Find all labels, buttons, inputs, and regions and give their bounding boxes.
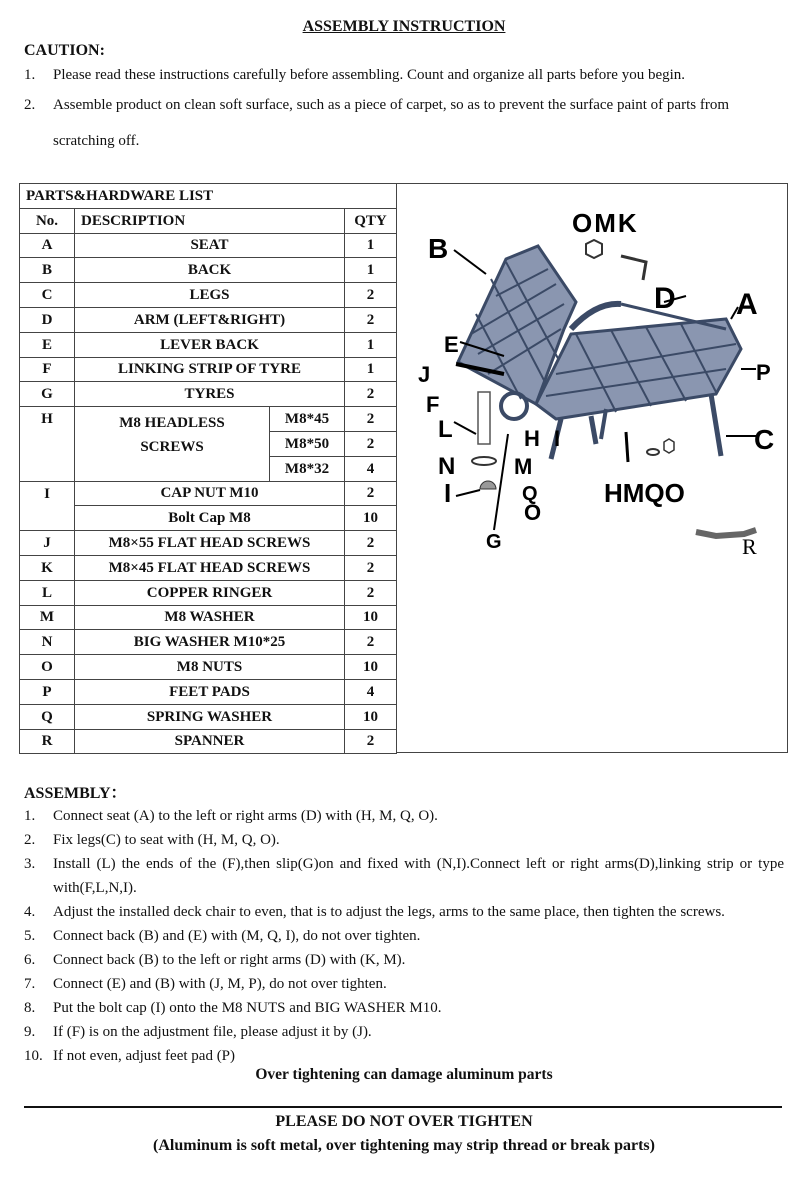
part-no: G [20, 382, 75, 407]
part-qty: 1 [345, 258, 397, 283]
part-qty: 2 [345, 431, 397, 456]
part-description: BACK [75, 258, 345, 283]
label-d: D [654, 282, 676, 315]
part-qty: 2 [345, 729, 397, 754]
part-description: M8×45 FLAT HEAD SCREWS [75, 555, 345, 580]
part-no: C [20, 283, 75, 308]
assembly-steps [24, 804, 784, 1068]
part-o-nut [664, 439, 674, 453]
header-qty: QTY [345, 208, 397, 233]
part-description: LEGS [75, 283, 345, 308]
label-m: M [514, 454, 533, 479]
part-no: R [20, 729, 75, 754]
part-description: LINKING STRIP OF TYRE [75, 357, 345, 382]
step-text: Connect back (B) to the left or right arms (D) with (K, M). [53, 952, 406, 968]
step-text: Put the bolt cap (I) onto the M8 NUTS and BIG WASHER M10. [53, 1000, 442, 1016]
list-item [24, 996, 784, 1020]
part-qty: 10 [345, 506, 397, 531]
step-text: If not even, adjust feet pad (P) [53, 1048, 236, 1064]
table-row [20, 382, 397, 407]
label-h: H [524, 426, 540, 451]
list-item [24, 948, 784, 972]
table-title-row [20, 184, 397, 209]
part-no: D [20, 307, 75, 332]
part-no: N [20, 630, 75, 655]
table-row [20, 258, 397, 283]
label-i-lower: I [444, 478, 452, 508]
footer-warning-title: PLEASE DO NOT OVER TIGHTEN [275, 1113, 533, 1130]
part-no: K [20, 555, 75, 580]
part-o-nut [586, 240, 602, 258]
parts-table [19, 183, 397, 754]
part-description: LEVER BACK [75, 332, 345, 357]
table-row [20, 407, 397, 432]
step-number: 6. [24, 952, 36, 968]
chair-arm [571, 304, 621, 329]
page-title: ASSEMBLY INSTRUCTION [302, 18, 506, 35]
part-qty: 4 [345, 679, 397, 704]
part-no: O [20, 655, 75, 680]
part-qty: 10 [345, 655, 397, 680]
step-text: Connect back (B) and (E) with (M, Q, I), do not over tighten. [53, 928, 421, 944]
part-description: M8 WASHER [75, 605, 345, 630]
part-size: M8*45 [270, 407, 345, 432]
table-row [20, 679, 397, 704]
part-description [75, 407, 270, 481]
caution-item-number: 1. [24, 67, 36, 83]
step-number: 8. [24, 1000, 36, 1016]
label-b: B [428, 233, 449, 264]
label-q: Q [522, 483, 538, 505]
list-item [24, 1020, 784, 1044]
part-description: M8 NUTS [75, 655, 345, 680]
label-a: A [736, 288, 758, 321]
chair-leg [601, 409, 606, 439]
step-text: Connect (E) and (B) with (J, M, P), do not over tighten. [53, 976, 387, 992]
part-qty: 2 [345, 407, 397, 432]
part-no: H [20, 407, 75, 481]
chair-leg [591, 416, 596, 444]
part-no: B [20, 258, 75, 283]
chair-leg [711, 394, 721, 456]
divider [24, 1106, 782, 1108]
step-text: Fix legs(C) to seat with (H, M, Q, O). [53, 832, 280, 848]
table-row [20, 605, 397, 630]
part-no: J [20, 531, 75, 556]
list-item [24, 804, 784, 828]
part-description: CAP NUT M10 [75, 481, 345, 506]
step-text: If (F) is on the adjustment file, please adjust it by (J). [53, 1024, 372, 1040]
part-description: SEAT [75, 233, 345, 258]
list-item [24, 828, 784, 852]
step-number: 10. [24, 1048, 43, 1064]
step-text: Install (L) the ends of the (F),then slip(G)on and fixed with (N,I).Connect left or right arms(D),linking strip or type with(F,L,N,I). [53, 856, 784, 896]
part-description: SPANNER [75, 729, 345, 754]
step-text: Connect seat (A) to the left or right arms (D) with (H, M, Q, O). [53, 808, 438, 824]
part-qty: 1 [345, 233, 397, 258]
label-l: L [438, 416, 453, 443]
part-qty: 2 [345, 580, 397, 605]
part-qty: 2 [345, 630, 397, 655]
label-f: F [426, 392, 440, 417]
table-row [20, 704, 397, 729]
step-number: 3. [24, 856, 36, 872]
table-header-row [20, 208, 397, 233]
part-no: F [20, 357, 75, 382]
part-no: P [20, 679, 75, 704]
label-j: J [418, 362, 431, 387]
table-row [20, 283, 397, 308]
assembly-warning: Over tightening can damage aluminum parts [255, 1066, 553, 1083]
part-description: TYRES [75, 382, 345, 407]
part-description: M8×55 FLAT HEAD SCREWS [75, 531, 345, 556]
table-row [20, 580, 397, 605]
table-row [20, 655, 397, 680]
table-row [20, 307, 397, 332]
table-row [20, 481, 397, 506]
assembly-heading: ASSEMBLY： [24, 785, 127, 802]
header-no: No. [20, 208, 75, 233]
part-qty: 2 [345, 555, 397, 580]
label-g: G [486, 531, 502, 553]
label-e: E [444, 332, 459, 357]
part-no: Q [20, 704, 75, 729]
part-no: M [20, 605, 75, 630]
label-o: O [524, 500, 542, 525]
label-c: C [754, 424, 775, 455]
part-k-screw [621, 256, 646, 280]
step-text: Adjust the installed deck chair to even, that is to adjust the legs, arms to the same place, then tighten the screws. [53, 904, 725, 920]
part-no: E [20, 332, 75, 357]
label-hmqo: HMQO [604, 478, 685, 508]
part-n-washer [472, 457, 496, 465]
part-i-capnut [480, 481, 496, 489]
caution-item-number: 2. [24, 97, 36, 113]
table-row [20, 332, 397, 357]
caution-item-2-continued: scratching off. [53, 133, 140, 149]
step-number: 7. [24, 976, 36, 992]
part-description-line: M8 HEADLESS [119, 415, 225, 432]
part-qty: 2 [345, 382, 397, 407]
list-item [24, 900, 784, 924]
part-size: M8*50 [270, 431, 345, 456]
part-qty: 1 [345, 357, 397, 382]
part-description: SPRING WASHER [75, 704, 345, 729]
table-row [20, 506, 397, 531]
table-row [20, 233, 397, 258]
chair-diagram [396, 184, 788, 754]
part-qty: 4 [345, 456, 397, 481]
step-number: 2. [24, 832, 36, 848]
caution-item-text: Please read these instructions carefully before assembling. Count and organize all parts before you begin. [53, 67, 686, 83]
part-qty: 2 [345, 283, 397, 308]
part-size: M8*32 [270, 456, 345, 481]
caution-heading: CAUTION: [24, 42, 105, 59]
footer-warning-detail: (Aluminum is soft metal, over tightening may strip thread or break parts) [153, 1137, 655, 1154]
part-qty: 1 [345, 332, 397, 357]
label-omk: OMK [572, 208, 639, 238]
part-description: BIG WASHER M10*25 [75, 630, 345, 655]
part-description: COPPER RINGER [75, 580, 345, 605]
part-qty: 10 [345, 605, 397, 630]
table-row [20, 357, 397, 382]
table-row [20, 729, 397, 754]
chair-wheel [501, 393, 527, 419]
part-description-line: SCREWS [140, 439, 204, 456]
caution-item-text: Assemble product on clean soft surface, such as a piece of carpet, so as to prevent the surface paint of parts from [53, 97, 729, 113]
table-row [20, 531, 397, 556]
part-qty: 2 [345, 307, 397, 332]
part-description: ARM (LEFT&RIGHT) [75, 307, 345, 332]
list-item [24, 924, 784, 948]
part-no: L [20, 580, 75, 605]
list-item [24, 972, 784, 996]
part-no: A [20, 233, 75, 258]
label-r: R [742, 534, 757, 559]
parts-table-title: PARTS&HARDWARE LIST [20, 184, 397, 209]
header-description: DESCRIPTION [75, 208, 345, 233]
table-row [20, 630, 397, 655]
caution-item-2 [24, 97, 804, 117]
part-m-washer [647, 449, 659, 455]
list-item [24, 852, 784, 900]
part-h-screw [626, 432, 628, 462]
part-qty: 10 [345, 704, 397, 729]
part-l-ringer [478, 392, 490, 444]
label-i-upper: I [554, 426, 561, 451]
part-description: FEET PADS [75, 679, 345, 704]
table-row [20, 555, 397, 580]
label-n: N [438, 453, 456, 480]
step-number: 9. [24, 1024, 36, 1040]
part-qty: 2 [345, 481, 397, 506]
label-p: P [756, 360, 771, 385]
part-qty: 2 [345, 531, 397, 556]
part-description: Bolt Cap M8 [75, 506, 345, 531]
caution-item-1 [24, 67, 794, 87]
step-number: 5. [24, 928, 36, 944]
list-item [24, 1044, 784, 1068]
part-no: I [20, 481, 75, 531]
step-number: 1. [24, 808, 36, 824]
exploded-diagram-panel [396, 183, 788, 753]
step-number: 4. [24, 904, 36, 920]
